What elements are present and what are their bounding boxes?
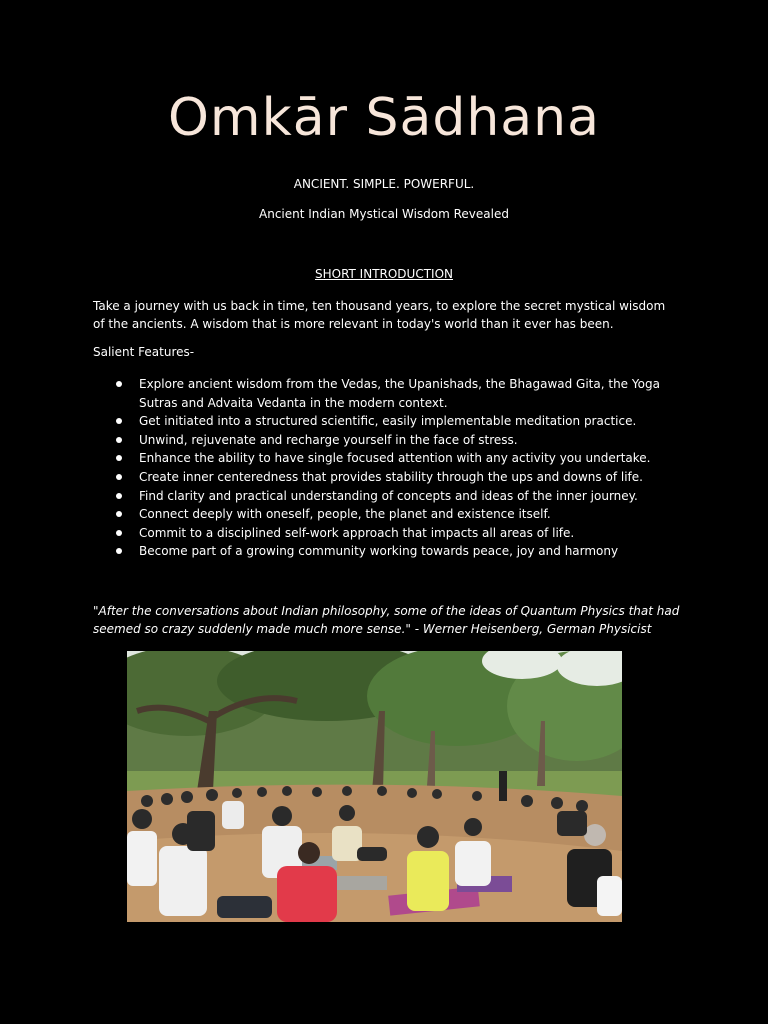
feature-item: Become part of a growing community working towards peace, joy and harmony <box>93 542 673 561</box>
features-list <box>93 375 673 561</box>
feature-item: Unwind, rejuvenate and recharge yourself in the face of stress. <box>93 431 673 450</box>
feature-item: Explore ancient wisdom from the Vedas, the Upanishads, the Bhagawad Gita, the Yoga Sutras and Advaita Vedanta in the modern context. <box>93 375 673 412</box>
intro-heading: SHORT INTRODUCTION <box>314 267 454 281</box>
features-heading: Salient Features- <box>93 345 195 359</box>
subtitle: Ancient Indian Mystical Wisdom Revealed <box>259 207 509 221</box>
feature-item: Commit to a disciplined self-work approach that impacts all areas of life. <box>93 524 673 543</box>
tagline: ANCIENT. SIMPLE. POWERFUL. <box>293 177 475 191</box>
feature-item: Enhance the ability to have single focused attention with any activity you undertake. <box>93 449 673 468</box>
feature-item: Create inner centeredness that provides stability through the ups and downs of life. <box>93 468 673 487</box>
meditation-group-photo <box>127 651 622 922</box>
feature-item: Find clarity and practical understanding of concepts and ideas of the inner journey. <box>93 487 673 506</box>
feature-item: Connect deeply with oneself, people, the planet and existence itself. <box>93 505 673 524</box>
intro-paragraph: Take a journey with us back in time, ten thousand years, to explore the secret mystical wisdom of the ancients. A wisdom that is more relevant in today's world than it ever has been. <box>93 299 666 331</box>
feature-item: Get initiated into a structured scientific, easily implementable meditation practice. <box>93 412 673 431</box>
quote: "After the conversations about Indian philosophy, some of the ideas of Quantum Physics that had seemed so crazy suddenly made much more sense." - Werner Heisenberg, German Physicist <box>93 604 680 636</box>
page-title: Omkār Sādhana <box>168 88 600 148</box>
